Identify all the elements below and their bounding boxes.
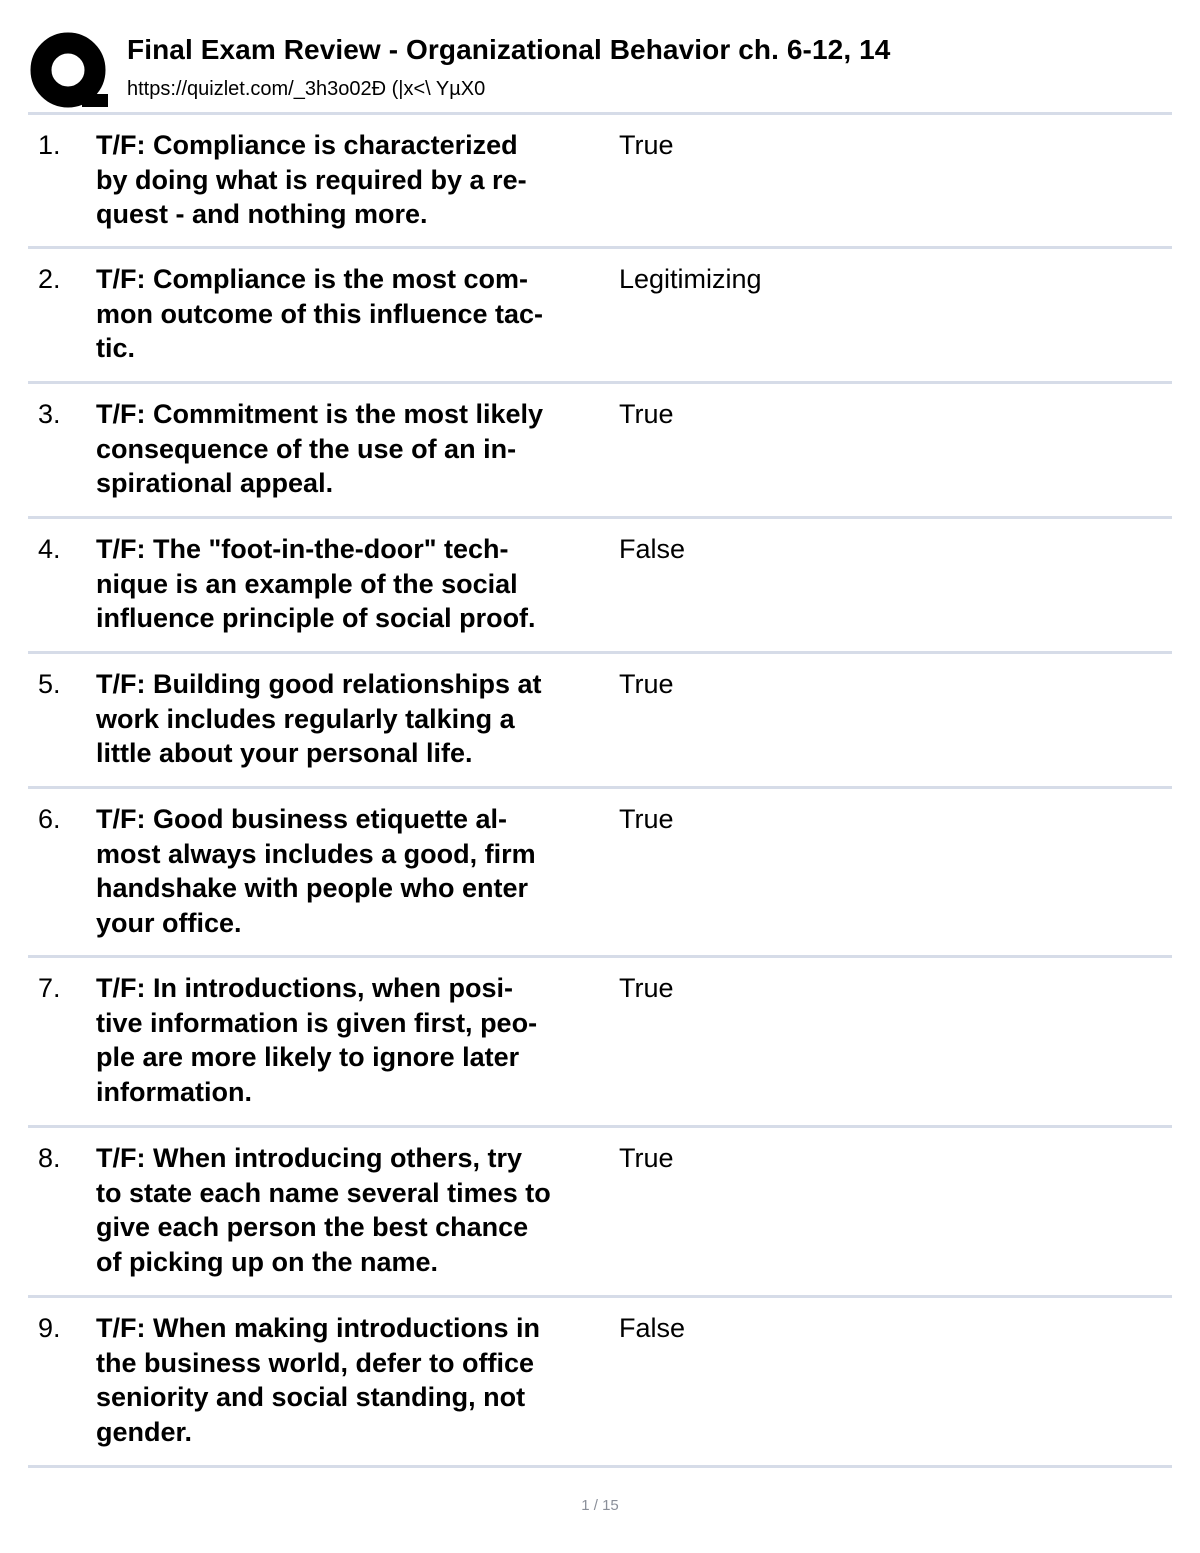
term-line: T/F: In introductions, when posi- <box>96 973 513 1003</box>
flashcard-row <box>28 1298 1172 1468</box>
quizlet-q-logo-icon <box>30 32 108 110</box>
term-line: T/F: The "foot-in-the-door" tech- <box>96 534 509 564</box>
flashcard-row <box>28 958 1172 1128</box>
flashcard-row <box>28 1128 1172 1298</box>
term-line: ple are more likely to ignore later <box>96 1042 520 1072</box>
term-line: of picking up on the name. <box>96 1246 439 1277</box>
card-term <box>96 128 616 232</box>
card-number: 2. <box>38 264 61 294</box>
term-line: quest - and nothing more. <box>96 199 428 229</box>
term-line: T/F: Compliance is the most com- <box>96 264 529 294</box>
page-header <box>28 28 1172 112</box>
card-number: 3. <box>38 399 61 429</box>
term-line: T/F: Building good relationships at <box>96 669 542 699</box>
term-line: handshake with people who enter <box>96 873 529 903</box>
card-definition: True <box>619 1143 674 1173</box>
term-line: seniority and social standing, not <box>96 1382 526 1412</box>
card-definition: True <box>619 973 674 1003</box>
card-number: 4. <box>38 534 61 564</box>
card-definition: True <box>619 399 674 429</box>
term-line: little about your personal life. <box>96 738 473 768</box>
card-definition: False <box>619 1313 686 1343</box>
page-indicator: 1 / 15 <box>581 1497 619 1514</box>
flashcard-list <box>28 115 1172 1468</box>
card-term <box>96 667 616 771</box>
term-line: tic. <box>96 333 136 363</box>
card-term <box>96 532 616 636</box>
card-term <box>96 1141 616 1279</box>
term-line: tive information is given first, peo- <box>96 1007 538 1038</box>
flashcard-row <box>28 519 1172 654</box>
card-definition: True <box>619 130 674 160</box>
term-line: your office. <box>96 907 242 938</box>
flashcard-row <box>28 384 1172 519</box>
card-number: 6. <box>38 804 61 834</box>
card-number: 8. <box>38 1143 61 1173</box>
flashcard-row <box>28 115 1172 249</box>
card-number: 1. <box>38 130 61 160</box>
term-line: by doing what is required by a re- <box>96 164 527 195</box>
card-number: 7. <box>38 973 61 1003</box>
document-title: Final Exam Review - Organizational Behavior ch. 6-12, 14 <box>127 34 891 65</box>
term-line: T/F: Good business etiquette al- <box>96 804 508 834</box>
card-definition: True <box>619 669 674 699</box>
term-line: the business world, defer to office <box>96 1347 535 1378</box>
document-url: https://quizlet.com/_3h3o02Ð (|x<\ YµX0 <box>127 78 486 100</box>
flashcard-row <box>28 249 1172 384</box>
card-term <box>96 1311 616 1449</box>
term-line: information. <box>96 1076 252 1107</box>
flashcard-row <box>28 654 1172 789</box>
term-line: T/F: When introducing others, try <box>96 1143 522 1173</box>
card-term <box>96 397 616 501</box>
term-line: consequence of the use of an in- <box>96 433 517 464</box>
term-line: T/F: Compliance is characterized <box>96 130 518 160</box>
card-term <box>96 262 616 366</box>
term-line: most always includes a good, firm <box>96 838 536 869</box>
term-line: gender. <box>96 1416 193 1447</box>
term-line: influence principle of social proof. <box>96 603 536 633</box>
term-line: T/F: Commitment is the most likely <box>96 399 544 429</box>
term-line: T/F: When making introductions in <box>96 1313 540 1343</box>
term-line: spirational appeal. <box>96 468 334 498</box>
card-term <box>96 802 616 940</box>
flashcard-row <box>28 789 1172 958</box>
term-line: mon outcome of this influence tac- <box>96 298 544 329</box>
term-line: work includes regularly talking a <box>96 703 515 734</box>
card-definition: True <box>619 804 674 834</box>
term-line: nique is an example of the social <box>96 568 518 599</box>
card-definition: False <box>619 534 686 564</box>
card-number: 5. <box>38 669 61 699</box>
term-line: to state each name several times to <box>96 1177 551 1208</box>
card-term <box>96 971 616 1109</box>
card-definition: Legitimizing <box>619 264 762 294</box>
card-number: 9. <box>38 1313 61 1343</box>
term-line: give each person the best chance <box>96 1212 529 1242</box>
